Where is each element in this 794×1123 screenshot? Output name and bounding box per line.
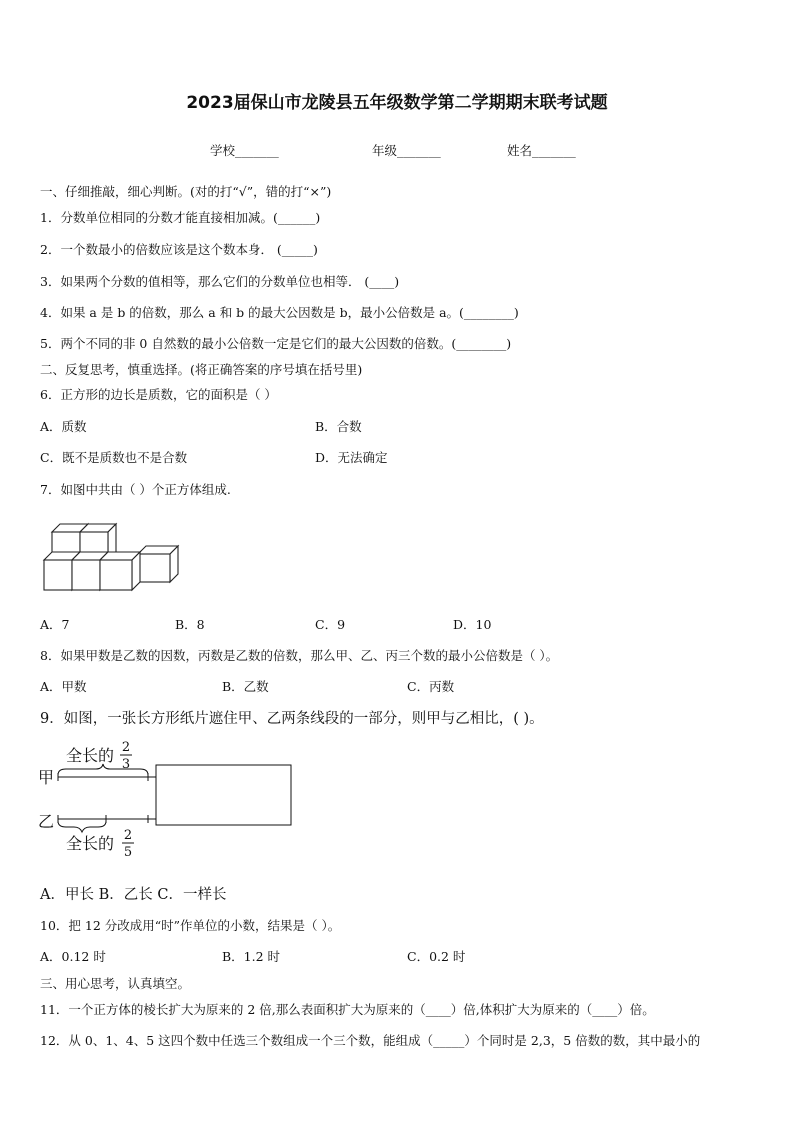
segment-jia-label: 甲 (38, 768, 55, 787)
question-3: 3．如果两个分数的值相等，那么它们的分数单位也相等． (____) (40, 274, 400, 289)
question-8: 8．如果甲数是乙数的因数，丙数是乙数的倍数，那么甲、乙、丙三个数的最小公倍数是（ ）。 (40, 648, 559, 663)
q8-option-a: A．甲数 (40, 679, 87, 694)
question-1: 1．分数单位相同的分数才能直接相加减。(______) (40, 210, 321, 225)
top-fraction-numerator: 2 (121, 740, 131, 755)
cube-stack-figure (40, 516, 185, 594)
question-10: 10．把 12 分改成用“时”作单位的小数，结果是（ ）。 (40, 918, 341, 933)
grade-field: 年级_______ (372, 143, 441, 158)
section-1-heading: 一、仔细推敲，细心判断。(对的打“√”，错的打“×”) (40, 184, 332, 199)
bottom-fraction-numerator: 2 (123, 828, 133, 843)
q10-option-c: C．0.2 时 (407, 949, 466, 964)
name-field: 姓名_______ (507, 143, 576, 158)
cube-icon (100, 552, 140, 590)
question-9: 9．如图，一张长方形纸片遮住甲、乙两条线段的一部分，则甲与乙相比，( )。 (40, 711, 544, 727)
segment-cover-figure (36, 735, 298, 860)
question-11: 11．一个正方体的棱长扩大为原来的 2 倍,那么表面积扩大为原来的（____）倍,体积扩大为原来的（____）倍。 (40, 1002, 655, 1017)
q6-option-d: D．无法确定 (315, 450, 388, 465)
question-2: 2．一个数最小的倍数应该是这个数本身． (_____) (40, 242, 318, 257)
section-2-heading: 二、反复思考，慎重选择。(将正确答案的序号填在括号里) (40, 362, 363, 377)
q7-option-b: B．8 (175, 617, 205, 632)
q6-option-a: A．质数 (40, 419, 87, 434)
q10-option-b: B．1.2 时 (222, 949, 281, 964)
school-field: 学校_______ (210, 143, 279, 158)
q6-option-b: B．合数 (315, 419, 362, 434)
top-fraction-denominator: 3 (121, 757, 131, 772)
q10-option-a: A．0.12 时 (40, 949, 106, 964)
question-5: 5．两个不同的非 0 自然数的最小公倍数一定是它们的最大公因数的倍数。(________) (40, 336, 512, 351)
bottom-fraction-denominator: 5 (123, 845, 133, 860)
q6-option-c: C．既不是质数也不是合数 (40, 450, 188, 465)
top-fraction-label: 全长的 (66, 746, 115, 765)
question-12: 12．从 0、1、4、5 这四个数中任选三个数组成一个三个数，能组成（_____）个同时是 2,3，5 倍数的数，其中最小的 (40, 1033, 701, 1048)
segment-yi-label: 乙 (38, 812, 55, 831)
q7-option-c: C．9 (315, 617, 346, 632)
q7-option-d: D．10 (453, 617, 492, 632)
question-7: 7．如图中共由（ ）个正方体组成. (40, 482, 231, 497)
q8-option-b: B．乙数 (222, 679, 269, 694)
question-4: 4．如果 a 是 b 的倍数，那么 a 和 b 的最大公因数是 b，最小公倍数是 a。(________) (40, 305, 519, 320)
q7-option-a: A．7 (40, 617, 70, 632)
question-6: 6．正方形的边长是质数，它的面积是（ ） (40, 387, 277, 402)
page-title: 2023届保山市龙陵县五年级数学第二学期期末联考试题 (186, 93, 608, 113)
section-3-heading: 三、用心思考，认真填空。 (40, 976, 191, 991)
bottom-fraction-label: 全长的 (66, 834, 115, 853)
q9-options: A．甲长 B．乙长 C．一样长 (40, 887, 227, 903)
cube-icon (138, 546, 178, 582)
q8-option-c: C．丙数 (407, 679, 455, 694)
